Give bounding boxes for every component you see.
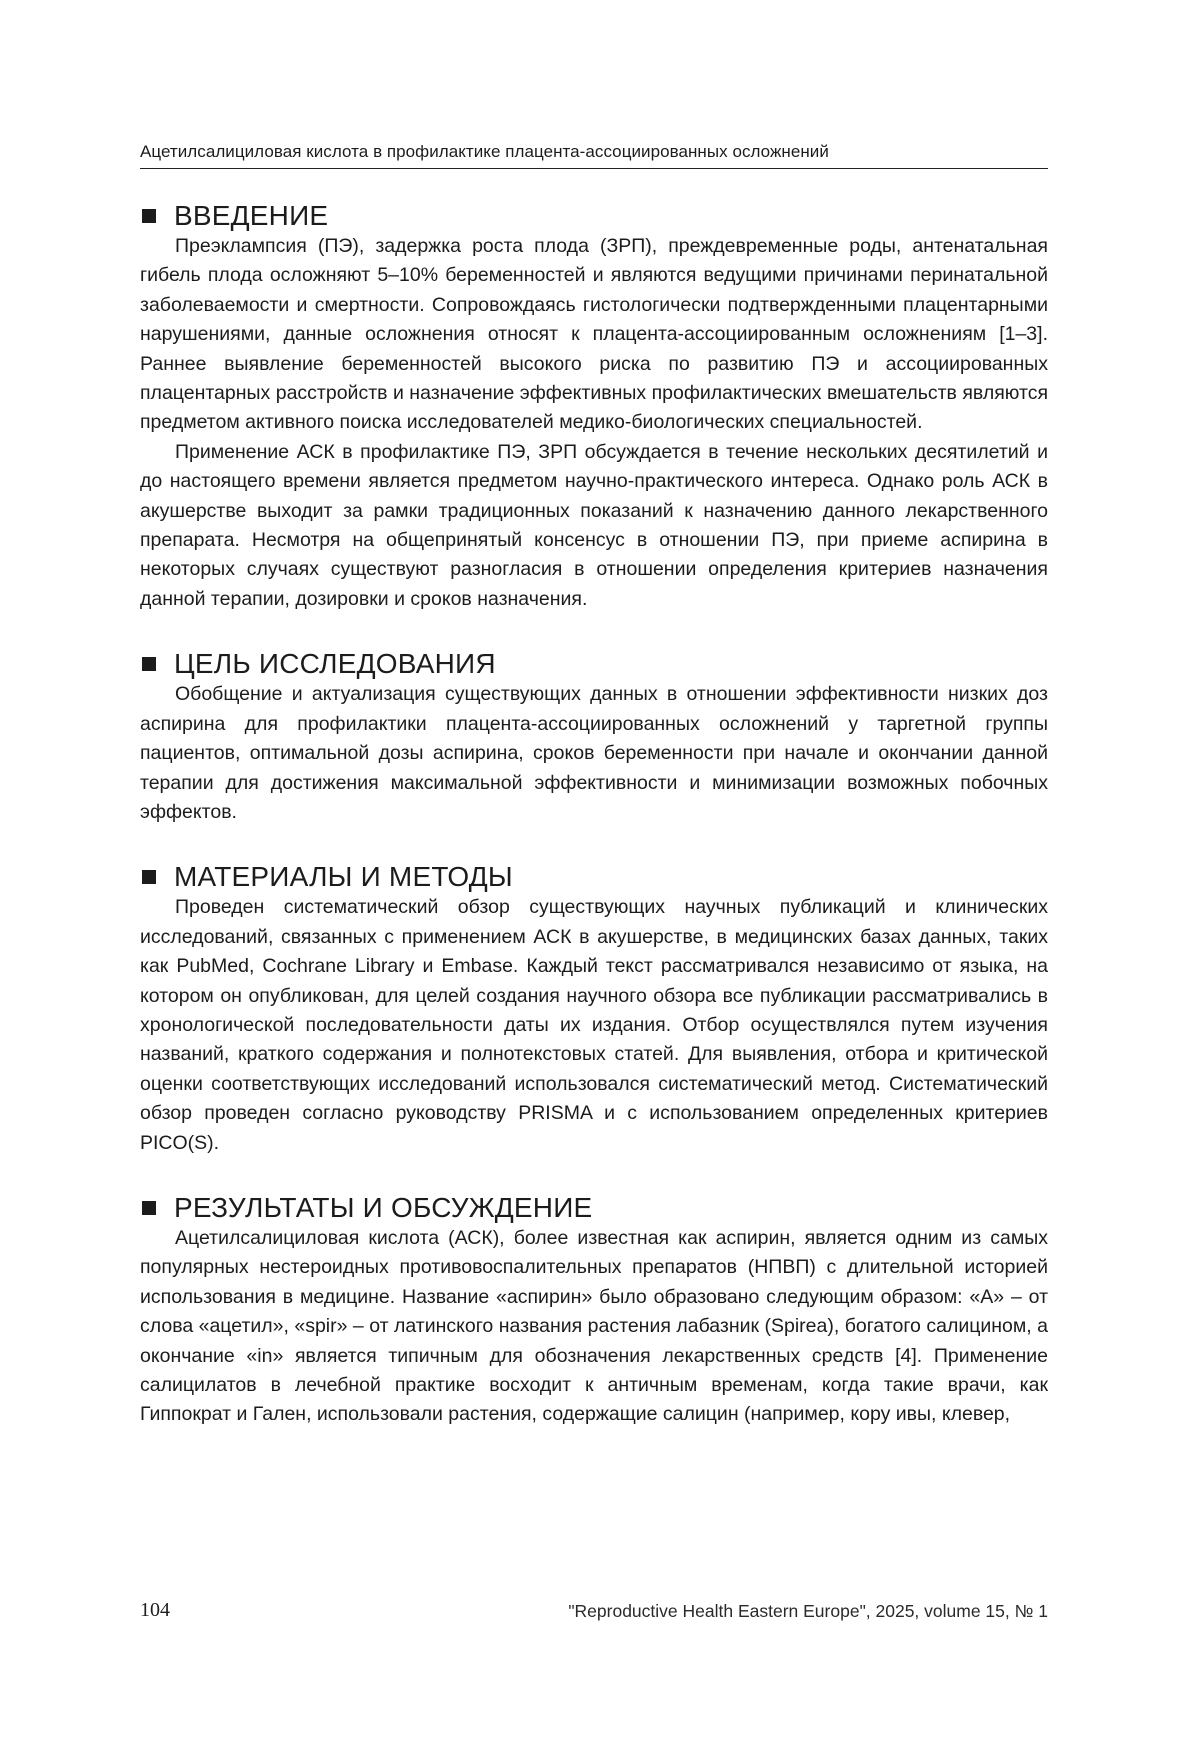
- section-methods: [140, 861, 1048, 1158]
- square-bullet-icon: [142, 1201, 156, 1215]
- section-heading-text: ЦЕЛЬ ИССЛЕДОВАНИЯ: [174, 648, 496, 680]
- paragraph: Ацетилсалициловая кислота (АСК), более известная как аспирин, является одним из самых популярных нестероидных противовоспалительных препаратов (НПВП) с длительной историей использования в медицине. Название «аспирин» было образовано следующим образом: «A» – от слова «ацетил», «spir» – от латинского названия растения лабазник (Spirea), богатого салицином, а окончание «in» является типичным для обозначения лекарственных средств [4]. Применение салицилатов в лечебной практике восходит к античным временам, когда такие врачи, как Гиппократ и Гален, использовали растения, содержащие салицин (например, кору ивы, клевер,: [140, 1226, 1048, 1426]
- journal-citation: "Reproductive Health Eastern Europe", 2025, volume 15, № 1: [568, 1601, 1048, 1621]
- running-title: Ацетилсалициловая кислота в профилактике плацента-ассоциированных осложнений: [140, 140, 1048, 169]
- section-heading: [140, 861, 1048, 893]
- section-heading: [140, 200, 1048, 232]
- section-heading-text: ВВЕДЕНИЕ: [174, 200, 329, 231]
- section-results: [140, 1192, 1048, 1430]
- page-number: 104: [140, 1599, 170, 1621]
- section-heading: [140, 1192, 1048, 1224]
- section-heading-text: МАТЕРИАЛЫ И МЕТОДЫ: [174, 861, 513, 893]
- square-bullet-icon: [142, 657, 156, 671]
- section-heading-text: РЕЗУЛЬТАТЫ И ОБСУЖДЕНИЕ: [174, 1191, 593, 1223]
- paragraph: Проведен систематический обзор существующих научных публикаций и клинических исследований, связанных с применением АСК в акушерстве, в медицинских базах данных, таких как PubMed, Cochrane Library и Embase. Каждый текст рассматривался независимо от языка, на котором он опубликован, для целей создания научного обзора все публикации рассматривались в хронологической последовательности даты их издания. Отбор осуществлялся путем изучения названий, краткого содержания и полнотекстовых статей. Для выявления, отбора и критической оценки соответствующих исследований использовался систематический метод. Систематический обзор проведен согласно руководству PRISMA и с использованием определенных критериев PICO(S).: [140, 896, 1048, 1154]
- paragraph: Обобщение и актуализация существующих данных в отношении эффективности низких доз аспирина для профилактики плацента-ассоциированных осложнений у таргетной группы пациентов, оптимальной дозы аспирина, сроков беременности при начале и окончании данной терапии для достижения максимальной эффективности и минимизации возможных побочных эффектов.: [140, 683, 1048, 823]
- section-introduction: [140, 200, 1048, 614]
- section-aim: [140, 648, 1048, 827]
- section-heading: [140, 648, 1048, 680]
- paragraph: Применение АСК в профилактике ПЭ, ЗРП обсуждается в течение нескольких десятилетий и до настоящего времени является предметом научно-практического интереса. Однако роль АСК в акушерстве выходит за рамки традиционных показаний к назначению данного лекарственного препарата. Несмотря на общепринятый консенсус в отношении ПЭ, при приеме аспирина в некоторых случаях существуют разногласия в отношении определения критериев назначения данной терапии, дозировки и сроков назначения.: [140, 440, 1048, 610]
- square-bullet-icon: [142, 209, 156, 223]
- square-bullet-icon: [142, 870, 156, 884]
- article-body: [140, 200, 1048, 1464]
- paragraph: Преэклампсия (ПЭ), задержка роста плода (ЗРП), преждевременные роды, антенатальная гибель плода осложняют 5–10% беременностей и являются ведущими причинами перинатальной заболеваемости и смертности. Сопровождаясь гистологически подтвержденными плацентарными нарушениями, данные осложнения относят к плацента-ассоциированным осложнениям [1–3]. Раннее выявление беременностей высокого риска по развитию ПЭ и ассоциированных плацентарных расстройств и назначение эффективных профилактических вмешательств являются предметом активного поиска исследователей медико-биологических специальностей.: [140, 235, 1048, 434]
